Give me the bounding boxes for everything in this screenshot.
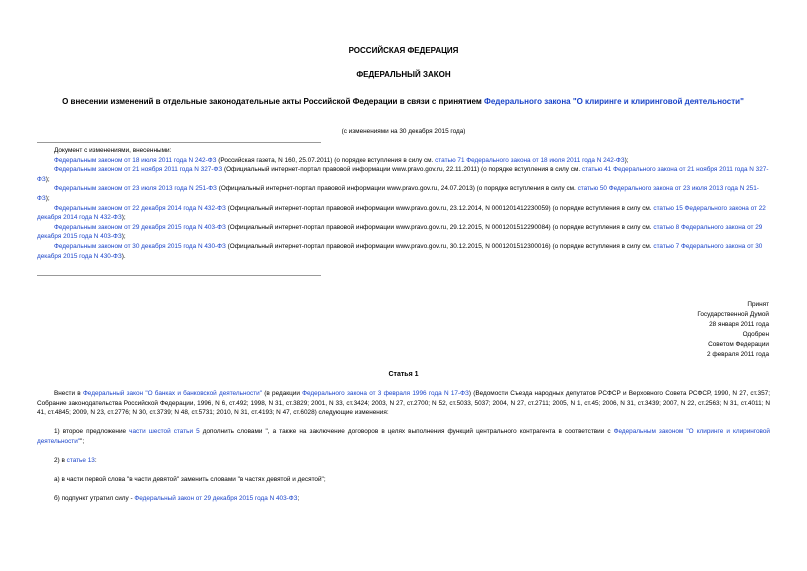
article5-link[interactable]: части шестой статьи 5 xyxy=(129,428,200,436)
change-law-link[interactable]: Федеральным законом от 23 июля 2013 года N 251-ФЗ xyxy=(54,185,217,193)
article-item-1: 1) второе предложение части шестой статьи 5 дополнить словами ", а также на заключение договоров в целях выполнения функций центрального контрагента в соответствии с Федеральным законом "О клиринге и клиринговой деятельности""; xyxy=(37,428,770,445)
adoption-line: Принят xyxy=(747,301,769,308)
clearing-law-link[interactable]: Федеральным законом "О клиринге и клиринговой деятельности" xyxy=(37,428,770,445)
title-text: О внесении изменений в отдельные законодательные акты Российской Федерации в связи с принятием xyxy=(62,97,485,106)
change-law-link[interactable]: Федеральным законом от 22 декабря 2014 года N 432-ФЗ xyxy=(54,204,226,212)
law-403fz-link[interactable]: Федеральный закон от 29 декабря 2015 года N 403-ФЗ xyxy=(134,495,298,503)
change-item: Федеральным законом от 30 декабря 2015 года N 430-ФЗ (Официальный интернет-портал правовой информации www.pravo.gov.ru, 30.12.2015, N 0001201512300016) (о порядке вступления в силу см. статью 7 Федерального закона от 30 декабря 2015 года N 430-ФЗ). xyxy=(37,243,763,260)
article-heading: Статья 1 xyxy=(388,371,419,378)
revision-note: (с изменениями на 30 декабря 2015 года) xyxy=(341,128,466,135)
change-item: Федеральным законом от 21 ноября 2011 года N 327-ФЗ (Официальный интернет-портал правовой информации www.pravo.gov.ru, 22.11.2011) (о порядке вступления в силу см. статью 41 Федерального закона от 21 ноября 2011 года N 327-ФЗ); xyxy=(37,166,769,183)
change-item: Федеральным законом от 23 июля 2013 года N 251-ФЗ (Официальный интернет-портал правовой информации www.pravo.gov.ru, 24.07.2013) (о порядке вступления в силу см. статью 50 Федерального закона от 23 июля 2013 года N 251-ФЗ); xyxy=(37,185,759,203)
adoption-line: Государственной Думой xyxy=(697,310,769,318)
changes-heading: Документ с изменениями, внесенными: xyxy=(54,147,172,154)
article-item-2b: б) подпункт утратил силу - Федеральный закон от 29 декабря 2015 года N 403-ФЗ; xyxy=(54,495,300,503)
country-heading: РОССИЙСКАЯ ФЕДЕРАЦИЯ xyxy=(348,46,459,55)
law-17fz-link[interactable]: Федерального закона от 3 февраля 1996 года N 17-ФЗ xyxy=(302,390,469,397)
change-item: Федеральным законом от 18 июля 2011 года N 242-ФЗ (Российская газета, N 160, 25.07.2011) (о порядке вступления в силу см. статью 71 Федерального закона от 18 июля 2011 года N 242-ФЗ); xyxy=(54,156,629,164)
change-article-link[interactable]: статью 71 Федерального закона от 18 июля 2011 года N 242-ФЗ xyxy=(435,156,625,164)
article-intro: Внести в Федеральный закон "О банках и банковской деятельности" (в редакции Федерального закона от 3 февраля 1996 года N 17-ФЗ) (Ведомости Съезда народных депутатов РСФСР и Верховного Совета РСФСР, 1990, N 27, ст.357; Собрание законодательства Российской Федерации, 1996, N 6, ст.492; 1998, N 31, ст.3829; 2001, N 33, ст.3424; 2003, N 27, ст.2700; N 52, ст.5033, 5037; 2004, N 27, ст.2711; 2005, N 1, ст.45; 2006, N 31, ст.3439; 2007, N 22, ст.2563; N 31, ст.4011; N 41, ст.4845; 2009, N 23, ст.2776; N 30, ст.3739; N 48, ст.5731; 2010, N 31, ст.4193; N 47, ст.6028) следующие изменения: xyxy=(37,390,770,417)
divider-bottom xyxy=(37,275,321,276)
change-article-link[interactable]: статью 8 Федерального закона от 29 декабря 2015 года N 403-ФЗ xyxy=(37,223,763,241)
change-item: Федеральным законом от 22 декабря 2014 года N 432-ФЗ (Официальный интернет-портал правовой информации www.pravo.gov.ru, 23.12.2014, N 0001201412230059) (о порядке вступления в силу см. статью 15 Федерального закона от 22 декабря 2014 года N 432-ФЗ); xyxy=(37,204,766,222)
banks-law-link[interactable]: Федеральный закон "О банках и банковской деятельности" xyxy=(82,390,263,397)
article13-link[interactable]: статье 13 xyxy=(66,457,95,465)
article-item-2a: а) в части первой слова "в части девятой" заменить словами "в частях девятой и десятой"; xyxy=(54,476,326,484)
change-article-link[interactable]: статью 41 Федерального закона от 21 ноября 2011 года N 327-ФЗ xyxy=(37,166,769,183)
adoption-block xyxy=(697,300,769,360)
change-law-link[interactable]: Федеральным законом от 21 ноября 2011 года N 327-ФЗ xyxy=(54,166,223,174)
change-law-link[interactable]: Федеральным законом от 18 июля 2011 года N 242-ФЗ xyxy=(54,156,217,164)
document-title xyxy=(45,97,761,107)
adoption-line: 28 января 2011 года xyxy=(709,320,769,328)
change-item: Федеральным законом от 29 декабря 2015 года N 403-ФЗ (Официальный интернет-портал правовой информации www.pravo.gov.ru, 29.12.2015, N 0001201512290084) (о порядке вступления в силу см. статью 8 Федерального закона от 29 декабря 2015 года N 403-ФЗ); xyxy=(37,223,763,241)
change-law-link[interactable]: Федеральным законом от 30 декабря 2015 года N 430-ФЗ xyxy=(54,243,226,251)
article-item-2: 2) в статье 13: xyxy=(54,457,97,465)
divider-top xyxy=(37,142,321,143)
adoption-line: 2 февраля 2011 года xyxy=(706,350,769,358)
adoption-line: Советом Федерации xyxy=(708,340,769,348)
title-link[interactable]: Федерального закона "О клиринге и клиринговой деятельности" xyxy=(484,97,744,106)
adoption-line: Одобрен xyxy=(742,330,769,338)
change-article-link[interactable]: статью 50 Федерального закона от 23 июля 2013 года N 251-ФЗ xyxy=(37,185,759,203)
article-body xyxy=(37,389,770,513)
change-article-link[interactable]: статью 7 Федерального закона от 30 декабря 2015 года N 430-ФЗ xyxy=(37,243,763,260)
doc-type-heading: ФЕДЕРАЛЬНЫЙ ЗАКОН xyxy=(356,70,451,79)
change-law-link[interactable]: Федеральным законом от 29 декабря 2015 года N 403-ФЗ xyxy=(54,223,226,231)
changes-block xyxy=(37,146,770,261)
change-article-link[interactable]: статью 15 Федерального закона от 22 декабря 2014 года N 432-ФЗ xyxy=(37,204,766,222)
